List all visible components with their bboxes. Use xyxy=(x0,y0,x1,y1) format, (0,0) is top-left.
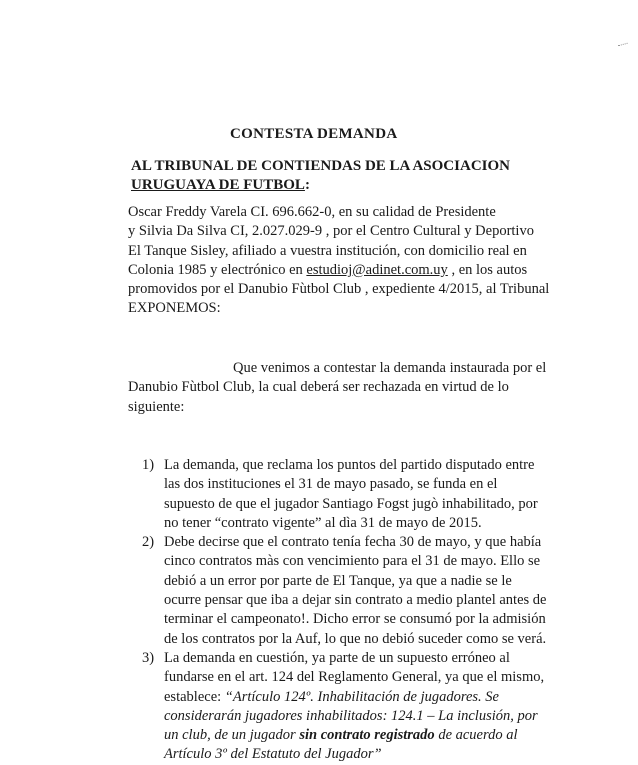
list-item-number: 2) xyxy=(142,534,155,551)
intro-line-1: Oscar Freddy Varela CI. 696.662-0, en su calidad de Presidente xyxy=(128,204,496,220)
document-title: CONTESTA DEMANDA xyxy=(230,126,398,142)
intro-line-4-end: , en los autos xyxy=(447,261,528,278)
numbered-list xyxy=(142,456,622,765)
list-item-number: 1) xyxy=(142,457,155,473)
scan-mark xyxy=(618,43,628,48)
intro-paragraph xyxy=(128,203,628,319)
intro-line-5: promovidos por el Danubio Fùtbol Club , expediente 4/2015, al Tribunal xyxy=(128,281,550,298)
email-link[interactable]: estudioj@adinet.com.uy xyxy=(306,261,448,278)
emphasis-text: sin contrato registrado xyxy=(299,727,435,744)
list-item-line xyxy=(164,688,622,707)
intro-line-4 xyxy=(128,261,628,280)
list-item-line: debió a un error por parte de El Tanque, ya que a nadie se le xyxy=(164,572,512,589)
list-item-line xyxy=(164,726,622,745)
list-item-line: Debe decirse que el contrato tenía fecha 30 de mayo, y que había xyxy=(164,534,542,551)
list-item xyxy=(142,533,622,649)
list-item-line: Artículo 3º del Estatuto del Jugador” xyxy=(164,746,382,763)
quoted-line-start: un club, de un jugador xyxy=(164,727,300,744)
heading-line-2-text: URUGUAYA DE FUTBOL xyxy=(131,177,305,193)
statement-line-3: siguiente: xyxy=(128,398,185,415)
list-item xyxy=(142,649,622,765)
quoted-line-end: de acuerdo al xyxy=(434,727,518,744)
intro-line-6: EXPONEMOS: xyxy=(128,300,221,317)
statement-line-1: Que venimos a contestar la demanda instaurada por el xyxy=(233,360,547,376)
list-item-line: las dos instituciones el 31 de mayo pasado, se funda en el xyxy=(164,476,498,493)
heading-line-1: AL TRIBUNAL DE CONTIENDAS DE LA ASOCIACION xyxy=(131,158,510,174)
list-item-line: no tener “contrato vigente” al dìa 31 de mayo de 2015. xyxy=(164,514,482,531)
intro-line-2: y Silvia Da Silva CI, 2.027.029-9 , por el Centro Cultural y Deportivo xyxy=(128,223,534,240)
list-item-number: 3) xyxy=(142,649,155,666)
list-item-line: de los contratos por la Auf, lo que no debió suceder como se verá. xyxy=(164,630,547,647)
list-item-line: supuesto de que el jugador Santiago Fogst jugò inhabilitado, por xyxy=(164,495,538,512)
intro-line-4-start: Colonia 1985 y electrónico en xyxy=(128,261,307,278)
list-item-line: La demanda en cuestión, ya parte de un supuesto erróneo al xyxy=(164,649,510,666)
list-item-line: fundarse en el art. 124 del Reglamento General, ya que el mismo, xyxy=(164,669,545,686)
heading-line-2 xyxy=(131,176,551,195)
list-item-line: cinco contratos màs con vencimiento para el 31 de mayo. Ello se xyxy=(164,553,541,570)
addressee-heading xyxy=(131,157,551,195)
intro-line-3: El Tanque Sisley, afiliado a vuestra institución, con domicilio real en xyxy=(128,242,527,259)
list-item-line: ocurre pensar que iba a dejar sin contrato a medio plantel antes de xyxy=(164,592,547,609)
statement-paragraph xyxy=(128,359,628,417)
list-item-line-start: establece: xyxy=(164,688,225,705)
list-item-line: considerarán jugadores inhabilitados: 124.1 – La inclusión, por xyxy=(164,707,538,724)
quoted-article-text: “Artículo 124º. Inhabilitación de jugadores. Se xyxy=(224,688,499,705)
statement-line-2: Danubio Fùtbol Club, la cual deberá ser rechazada en virtud de lo xyxy=(128,379,509,396)
list-item-line: La demanda, que reclama los puntos del partido disputado entre xyxy=(164,457,535,473)
list-item xyxy=(142,456,622,533)
list-item-line: terminar el campeonato!. Dicho error se consumó por la admisión xyxy=(164,611,546,628)
heading-colon: : xyxy=(304,177,310,193)
